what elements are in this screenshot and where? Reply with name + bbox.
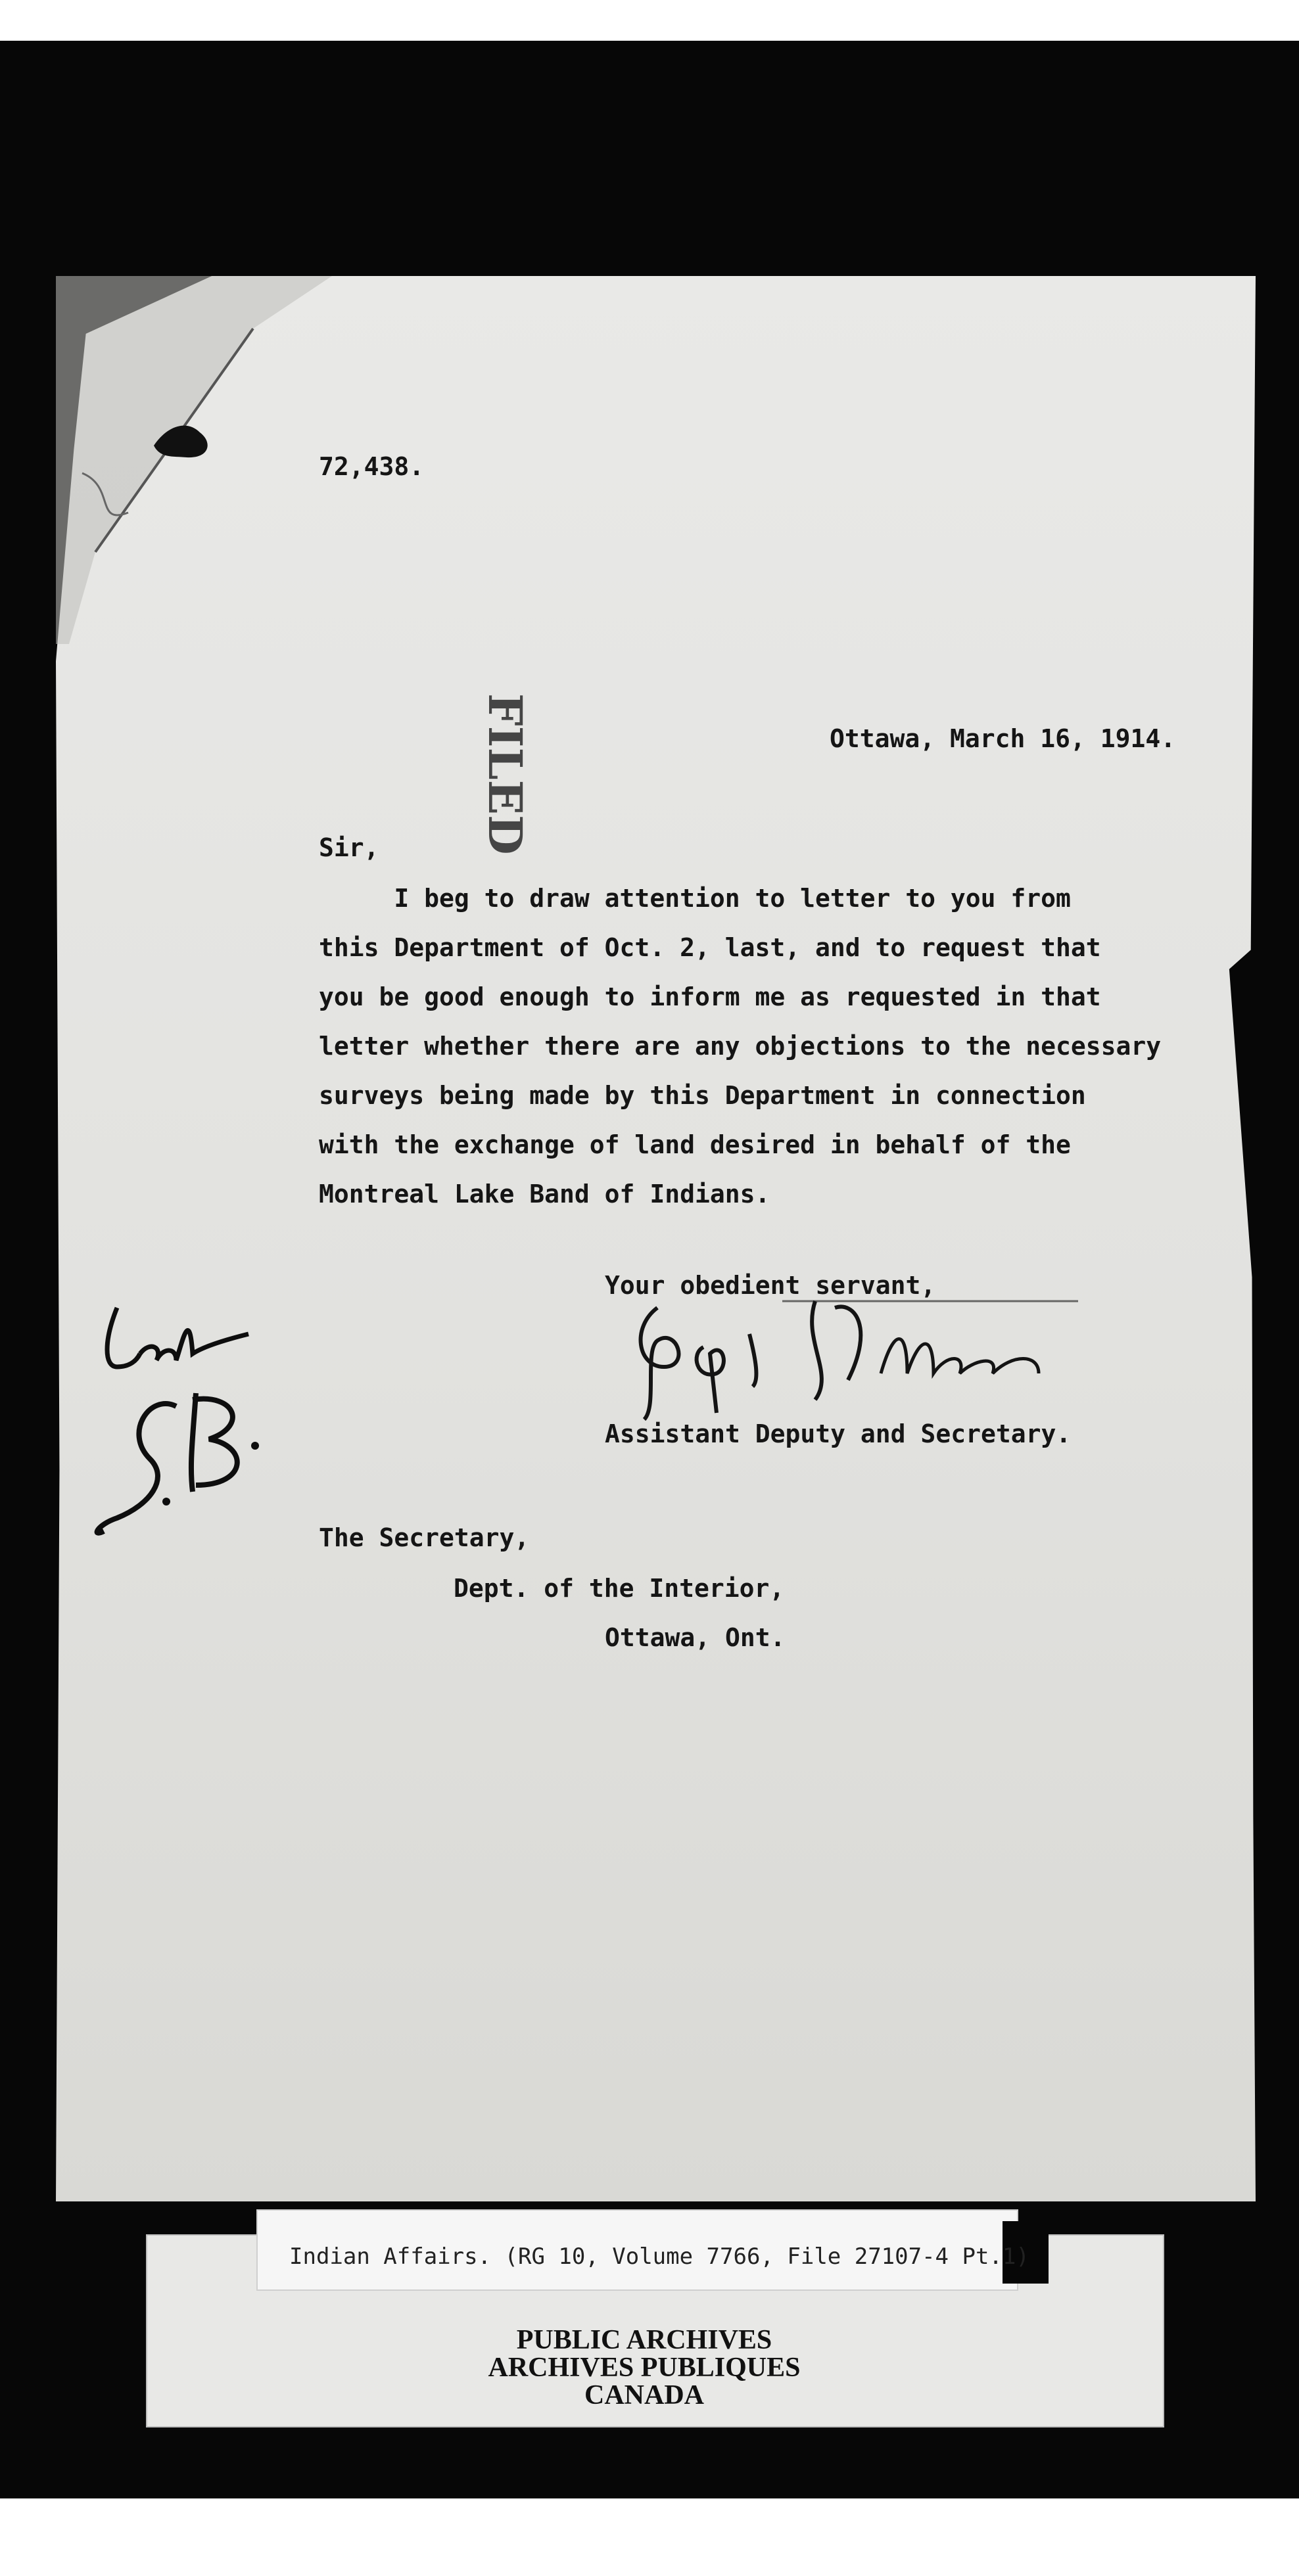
body-line: you be good enough to inform me as requested in that [319, 982, 1101, 1011]
body-line: this Department of Oct. 2, last, and to request that [319, 933, 1101, 962]
closing: Your obedient servant, [605, 1271, 936, 1300]
signer-title: Assistant Deputy and Secretary. [605, 1419, 1072, 1448]
address-line-2: Dept. of the Interior, [454, 1574, 785, 1603]
handwritten-signature [618, 1288, 1091, 1426]
body-line: Montreal Lake Band of Indians. [319, 1180, 770, 1208]
body-line: I beg to draw attention to letter to you from [319, 884, 1071, 913]
filed-stamp: FILED [478, 693, 532, 855]
address-line-3: Ottawa, Ont. [605, 1623, 786, 1652]
body-line: letter whether there are any objections to the necessary [319, 1032, 1162, 1061]
archive-reference: Indian Affairs. (RG 10, Volume 7766, File 27107-4 Pt.1) [289, 2243, 1029, 2270]
margin-note-handwriting [78, 1288, 275, 1564]
file-number: 72,438. [319, 452, 425, 481]
body-line: with the exchange of land desired in behalf of the [319, 1130, 1071, 1159]
address-line-1: The Secretary, [319, 1523, 530, 1552]
archive-name-fr: ARCHIVES PUBLIQUES [488, 2353, 801, 2383]
salutation: Sir, [319, 833, 379, 862]
ink-blot [147, 406, 220, 465]
archive-name-en: PUBLIC ARCHIVES [516, 2325, 772, 2355]
body-line: surveys being made by this Department in connection [319, 1081, 1086, 1110]
date-line: Ottawa, March 16, 1914. [830, 724, 1176, 753]
archive-country: CANADA [584, 2380, 704, 2410]
letter-body [319, 874, 1187, 1219]
